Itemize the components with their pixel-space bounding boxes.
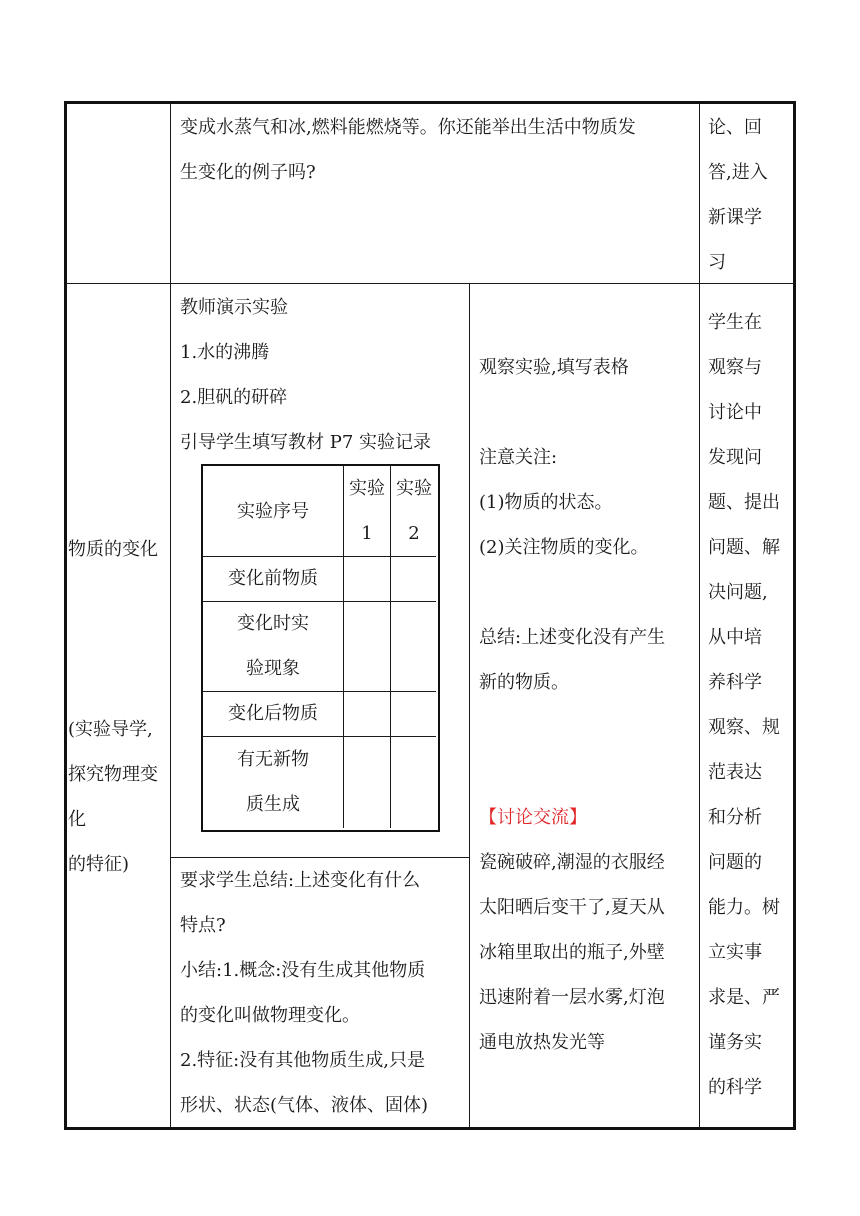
- intent-line: 决问题,: [708, 582, 768, 603]
- teacher-line: 1.水的沸腾: [180, 342, 270, 363]
- intent-line: 养科学: [708, 672, 762, 693]
- discussion-line: 通电放热发光等: [479, 1032, 605, 1053]
- intent-line: 谨务实: [708, 1032, 762, 1053]
- col-divider-3: [699, 103, 700, 1128]
- experiment-header-col2: 2: [408, 523, 420, 544]
- intent-line: 观察与: [708, 357, 762, 378]
- col-divider-2: [469, 283, 470, 1128]
- section-subtitle-line: 的特征): [68, 854, 130, 875]
- intent-line: 学生在: [708, 312, 762, 333]
- intent-line: 范表达: [708, 762, 762, 783]
- intro-intent-line: 论、回: [708, 117, 762, 138]
- discussion-line: 瓷碗破碎,潮湿的衣服经: [479, 852, 665, 873]
- experiment-header-col1: 实验: [349, 478, 385, 499]
- summary-line: 的变化叫做物理变化。: [180, 1005, 360, 1026]
- col-divider-1: [170, 103, 171, 1128]
- experiment-row-label: 变化时实: [237, 613, 309, 634]
- intro-intent-line: 新课学: [708, 207, 762, 228]
- experiment-row-label: 变化后物质: [228, 703, 318, 724]
- section-subtitle-line: 探究物理变: [68, 764, 158, 785]
- summary-line: 要求学生总结:上述变化有什么: [180, 870, 421, 891]
- experiment-row-label: 验现象: [246, 658, 300, 679]
- intent-line: 发现问: [708, 447, 762, 468]
- intent-line: 立实事: [708, 942, 762, 963]
- intent-line: 讨论中: [708, 402, 762, 423]
- intro-intent-line: 习: [708, 252, 726, 273]
- section-subtitle-line: 化: [68, 809, 86, 830]
- intro-line: 生变化的例子吗?: [180, 162, 316, 183]
- discussion-line: 冰箱里取出的瓶子,外壁: [479, 942, 665, 963]
- section-subtitle-line: (实验导学,: [68, 719, 153, 740]
- intent-line: 求是、严: [708, 987, 780, 1008]
- table-border-left: [64, 101, 67, 1130]
- summary-line: 小结:1.概念:没有生成其他物质: [180, 960, 426, 981]
- intent-line: 观察、规: [708, 717, 780, 738]
- summary-line: 特点?: [180, 915, 226, 936]
- discussion-line: 迅速附着一层水雾,灯泡: [479, 987, 665, 1008]
- experiment-row-label: 有无新物: [237, 749, 309, 770]
- intro-intent-line: 答,进入: [708, 162, 768, 183]
- intent-line: 题、提出: [708, 492, 780, 513]
- discussion-title: 【讨论交流】: [479, 807, 587, 828]
- summary-line: 2.特征:没有其他物质生成,只是: [180, 1050, 425, 1071]
- student-summary-line: 总结:上述变化没有产生: [479, 627, 666, 648]
- table-border-right: [793, 101, 796, 1130]
- discussion-line: 太阳晒后变干了,夏天从: [479, 897, 665, 918]
- observe-text: 观察实验,填写表格: [479, 357, 629, 378]
- intent-line: 的科学: [708, 1077, 762, 1098]
- experiment-header-label: 实验序号: [237, 501, 309, 522]
- summary-line: 形状、状态(气体、液体、固体): [180, 1095, 429, 1116]
- intent-line: 能力。树: [708, 897, 780, 918]
- experiment-row-label: 变化前物质: [228, 568, 318, 589]
- student-summary-line: 新的物质。: [479, 672, 569, 693]
- section-title: 物质的变化: [68, 539, 158, 560]
- experiment-header-col1: 1: [361, 523, 373, 544]
- teacher-line: 引导学生填写教材 P7 实验记录: [180, 432, 432, 453]
- table-border-top: [64, 101, 796, 104]
- intent-line: 从中培: [708, 627, 762, 648]
- intent-line: 问题、解: [708, 537, 780, 558]
- attention-item: (2)关注物质的变化。: [479, 537, 649, 558]
- teacher-line: 教师演示实验: [180, 297, 288, 318]
- intent-line: 问题的: [708, 852, 762, 873]
- table-border-bottom: [64, 1127, 796, 1130]
- attention-item: (1)物质的状态。: [479, 492, 613, 513]
- experiment-header-col2: 实验: [396, 478, 432, 499]
- attention-title: 注意关注:: [479, 447, 558, 468]
- intro-line: 变成水蒸气和冰,燃料能燃烧等。你还能举出生活中物质发: [180, 117, 636, 138]
- row-divider-1: [66, 283, 794, 284]
- experiment-row-label: 质生成: [246, 794, 300, 815]
- teacher-line: 2.胆矾的研碎: [180, 387, 288, 408]
- intent-line: 和分析: [708, 807, 762, 828]
